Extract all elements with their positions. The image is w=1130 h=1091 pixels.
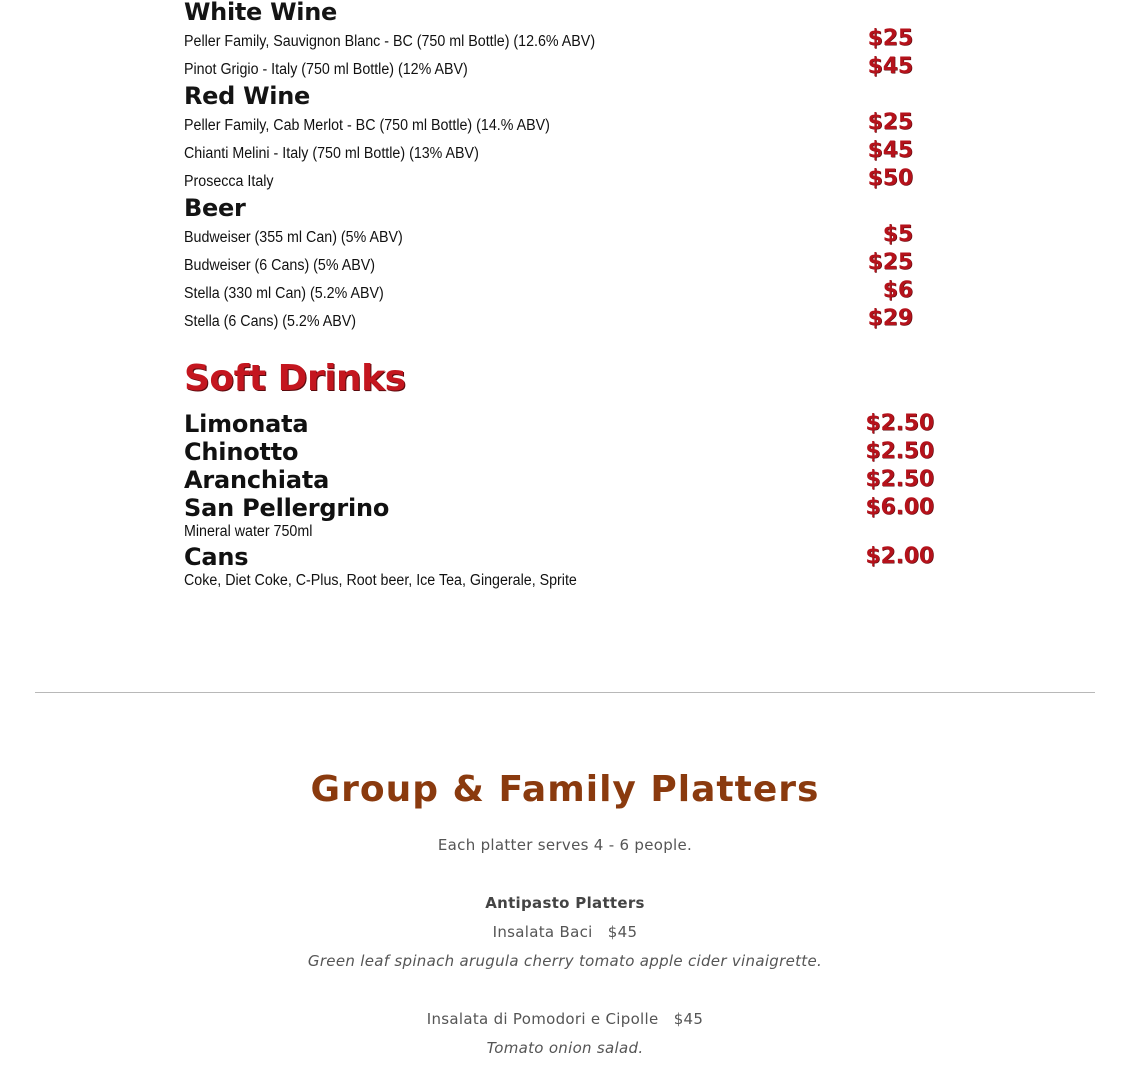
menu-item-price: $25 [867, 250, 913, 275]
section-divider [35, 692, 1095, 693]
soft-drink-name: Cans [184, 543, 249, 571]
beer-heading: Beer [184, 194, 246, 222]
menu-item-name: Peller Family, Cab Merlot - BC (750 ml Bottle) (14.% ABV) [184, 117, 550, 134]
menu-item-name: Budweiser (6 Cans) (5% ABV) [184, 257, 376, 274]
soft-drink-name: San Pellergrino [184, 494, 390, 522]
platters-title: Group & Family Platters [310, 769, 820, 810]
soft-drinks-title: Soft Drinks [184, 358, 406, 399]
soft-drink-price: $2.50 [865, 439, 934, 464]
white-wine-heading: White Wine [184, 0, 337, 26]
menu-item-price: $29 [867, 306, 913, 331]
soft-drink-name: Chinotto [184, 438, 299, 466]
soft-drink-note: Coke, Diet Coke, C-Plus, Root beer, Ice Tea, Gingerale, Sprite [184, 572, 577, 589]
platter-category-title: Antipasto Platters [485, 894, 645, 912]
platter-item-name-price: Insalata di Pomodori e Cipolle $45 [426, 1010, 704, 1028]
red-wine-heading: Red Wine [184, 82, 310, 110]
menu-item-name: Chianti Melini - Italy (750 ml Bottle) (13% ABV) [184, 145, 479, 162]
menu-item-price: $25 [867, 26, 913, 51]
soft-drink-note: Mineral water 750ml [184, 523, 313, 540]
menu-item-name: Stella (330 ml Can) (5.2% ABV) [184, 285, 384, 302]
soft-drink-price: $2.50 [865, 411, 934, 436]
platter-item-name-price: Insalata Baci $45 [492, 923, 638, 941]
soft-drink-price: $2.00 [865, 544, 934, 569]
menu-item-name: Pinot Grigio - Italy (750 ml Bottle) (12% ABV) [184, 61, 468, 78]
soft-drink-name: Limonata [184, 410, 309, 438]
menu-item-price: $25 [867, 110, 913, 135]
menu-item-price: $45 [867, 54, 913, 79]
menu-item-price: $6 [882, 278, 913, 303]
soft-drink-name: Aranchiata [184, 466, 330, 494]
soft-drink-price: $6.00 [865, 495, 934, 520]
platters-subtitle: Each platter serves 4 - 6 people. [437, 836, 693, 854]
menu-item-price: $50 [867, 166, 913, 191]
soft-drink-price: $2.50 [865, 467, 934, 492]
menu-item-name: Peller Family, Sauvignon Blanc - BC (750 ml Bottle) (12.6% ABV) [184, 33, 596, 50]
menu-item-name: Stella (6 Cans) (5.2% ABV) [184, 313, 356, 330]
group-family-platters-section [0, 760, 1130, 1063]
menu-item-name: Budweiser (355 ml Can) (5% ABV) [184, 229, 403, 246]
menu-item-name: Prosecca Italy [184, 173, 274, 190]
menu-item-price: $45 [867, 138, 913, 163]
menu-item-price: $5 [882, 222, 913, 247]
platter-item-description: Green leaf spinach arugula cherry tomato apple cider vinaigrette. [307, 952, 823, 970]
platter-item-description: Tomato onion salad. [486, 1039, 644, 1057]
